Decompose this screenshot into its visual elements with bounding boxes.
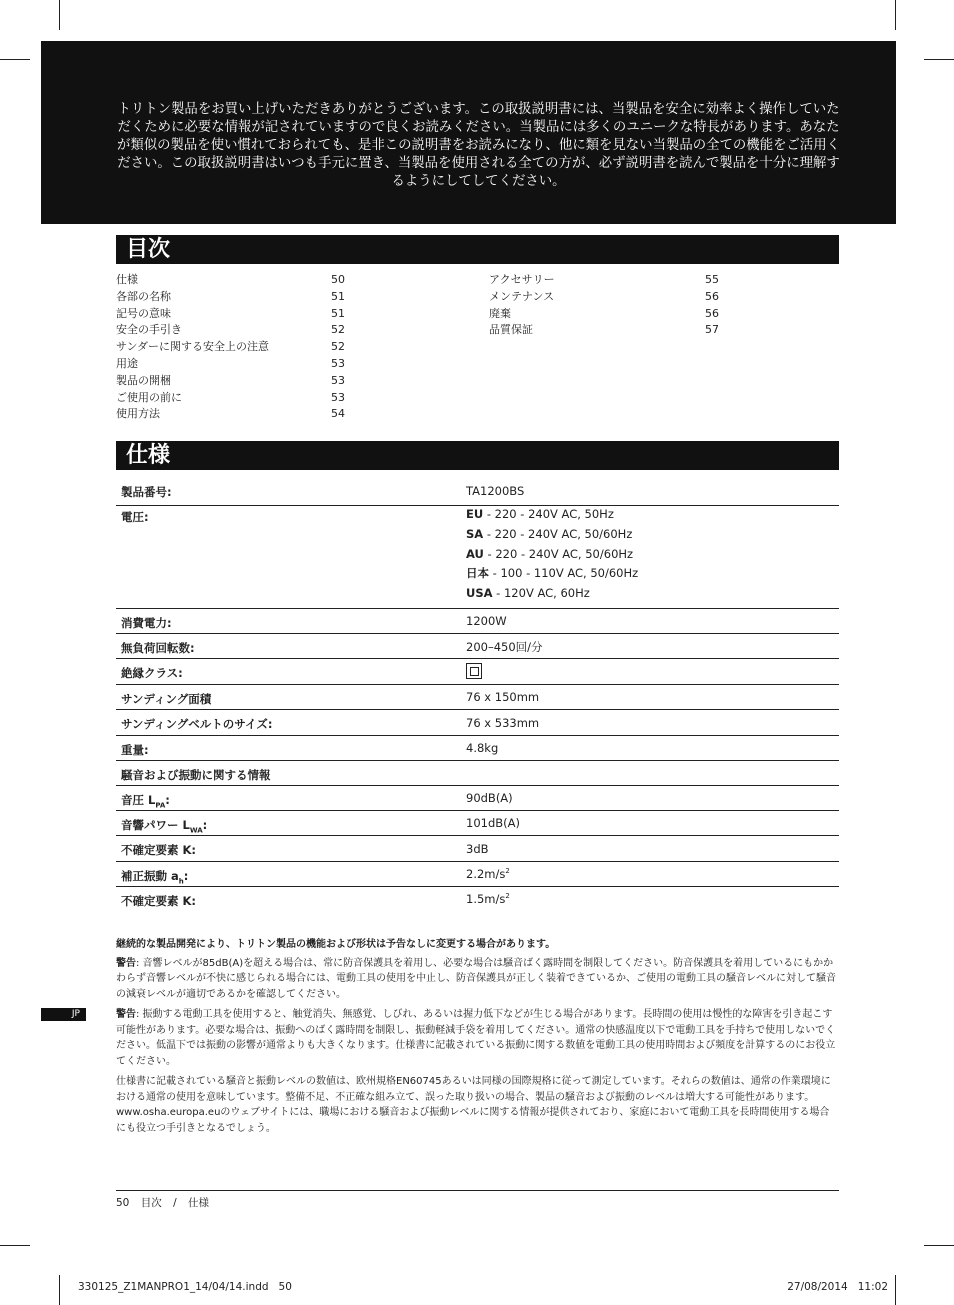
toc-entry-page: 53 <box>331 356 345 370</box>
toc-left-column <box>116 272 356 423</box>
footer-section: 目次 <box>140 1197 162 1209</box>
toc-entry <box>116 406 356 423</box>
toc-entry-title: ご使用の前に <box>116 390 182 404</box>
toc-entry-page: 57 <box>705 323 719 337</box>
spec-value: $1.5m/s^2$ <box>466 892 510 906</box>
toc-entry <box>489 306 729 323</box>
toc-entry <box>116 272 356 289</box>
page-number: 50 <box>116 1197 130 1209</box>
spec-section-label: 騒音および振動に関する情報 <box>121 768 271 782</box>
intro-text: トリトン製品をお買い上げいただきありがとうございます。この取扱説明書には、当製品を安全に効率よく操作していただくために必要な情報が記されていますので良くお読みください。当製品には多くのユニークな特長があります。あなたが類似の製品を使い慣れておられても、是非この説明書をお読みになり、他に類を見ない当製品の全ての機能をご活用ください。この取扱説明書はいつも手元に置き、当製品を使用される全ての方が、必ず説明書を読んで製品を十分に理解するようにしてしてください。 <box>116 102 841 189</box>
toc-entry-title: サンダーに関する安全上の注意 <box>116 340 270 354</box>
spec-label: 重量: <box>121 743 149 757</box>
spec-label: 不確定要素 K: <box>121 894 197 908</box>
toc-entry-title: 製品の開梱 <box>116 373 171 387</box>
voltage-line: USA - 120V AC, 60Hz <box>466 586 590 601</box>
spec-row-power <box>116 609 839 634</box>
toc-entry-title: 廃棄 <box>489 306 511 320</box>
spec-value: 1200W <box>466 614 507 628</box>
toc-entry-page: 50 <box>331 273 345 286</box>
toc-entry-page: 51 <box>331 306 345 320</box>
spec-value: 76 x 150mm <box>466 690 540 704</box>
spec-value: 200–450回/分 <box>466 640 543 654</box>
toc-entry-page: 56 <box>705 289 719 303</box>
crop-mark <box>895 1275 896 1305</box>
spec-value: 4.8kg <box>466 741 499 755</box>
spec-value: 101dB(A) <box>466 816 520 830</box>
spec-label: 電圧: <box>121 510 149 524</box>
toc-entry-title: 安全の手引き <box>116 323 182 337</box>
language-tab: JP <box>41 1008 86 1021</box>
crop-mark <box>59 0 60 30</box>
toc-entry <box>116 322 356 339</box>
toc-entry <box>116 373 356 390</box>
spec-table <box>116 479 839 912</box>
spec-label: 音響パワー $L_{WA}$: <box>121 818 208 835</box>
spec-label: 補正振動 $a_h$: <box>121 869 189 886</box>
spec-row-lpa <box>116 786 839 811</box>
spec-label: サンディング面積 <box>121 692 212 706</box>
spec-row-belt <box>116 710 839 736</box>
crop-mark <box>924 59 954 60</box>
toc-entry-title: 品質保証 <box>489 323 533 337</box>
spec-label: サンディングベルトのサイズ: <box>121 717 273 731</box>
spec-label: 音圧 $L_{PA}$: <box>121 793 170 810</box>
spec-value: 76 x 533mm <box>466 716 540 730</box>
print-slug-file: 330125_Z1MANPRO1_14/04/14.indd 50 <box>78 1281 292 1293</box>
toc-entry <box>116 390 356 407</box>
crop-mark <box>924 1245 954 1246</box>
spec-row-model <box>116 479 839 506</box>
voltage-list <box>466 505 638 604</box>
spec-row-speed <box>116 634 839 659</box>
spec-row-ah <box>116 862 839 887</box>
spec-heading: 仕様 <box>116 441 839 470</box>
toc-entry-title: 記号の意味 <box>116 306 171 320</box>
spec-value: 3dB <box>466 842 489 856</box>
spec-label: 絶縁クラス: <box>121 666 183 680</box>
spec-row-noise-header <box>116 761 839 786</box>
toc-entry-page: 56 <box>705 306 719 320</box>
spec-row-voltage <box>116 506 839 609</box>
spec-value: 90dB(A) <box>466 791 513 805</box>
crop-mark <box>59 1275 60 1305</box>
toc-entry-page: 53 <box>331 373 345 387</box>
toc-entry-title: 仕様 <box>116 273 138 286</box>
intro-panel <box>41 41 896 224</box>
toc-entry-page: 51 <box>331 289 345 303</box>
measurement-note: 仕様書に記載されている騒音と振動レベルの数値は、欧州規格EN60745あるいは同様の国際規格に従って測定しています。それらの数値は、通常の作業環境における通常の使用を意味しています。整備不足、不正確な組み立て、誤った取り扱いの場合、製品の騒音および振動のレベルは増大する可能性があります。www.osha.europa.euのウェブサイトには、職場における騒音および振動レベルに関する情報が提供されており、家庭において電動工具を長時間使用する場合にも役立つ手引きとなるでしょう。 <box>116 1076 831 1134</box>
spec-label: 製品番号: <box>121 485 172 499</box>
print-slug-date: 27/08/2014 11:02 <box>787 1281 888 1293</box>
toc-entry <box>489 322 729 339</box>
toc-entry-page: 52 <box>331 323 345 337</box>
toc-entry-title: メンテナンス <box>489 289 555 303</box>
toc-entry <box>116 289 356 306</box>
voltage-line: EU - 220 - 240V AC, 50Hz <box>466 507 614 521</box>
toc-entry-page: 53 <box>331 390 345 404</box>
noise-warning: 警告: 音響レベルが85dB(A)を超える場合は、常に防音保護具を着用し、必要な場合は騒音ばく露時間を制限してください。防音保護具を着用しているにもかかわらず音響レベルが不快に感じられる場合には、電動工具の使用を中止し、防音保護具が正しく装着できているか、ご使用の電動工具の騒音レベルに対して騒音の減衰レベルが適切であるかを確認してください。 <box>116 957 836 1000</box>
spec-value: $2.2m/s^2$ <box>466 867 510 881</box>
toc-entry-page: 54 <box>331 407 345 421</box>
double-insulation-icon <box>466 663 482 679</box>
spec-label: 無負荷回転数: <box>121 641 195 655</box>
voltage-line: AU - 220 - 240V AC, 50/60Hz <box>466 546 634 561</box>
voltage-line: 日本 - 100 - 110V AC, 50/60Hz <box>466 566 639 581</box>
toc-entry-page: 52 <box>331 340 345 354</box>
spec-row-k1 <box>116 836 839 862</box>
spec-label: 消費電力: <box>121 616 172 630</box>
toc-entry-title: アクセサリー <box>489 273 555 286</box>
voltage-line: SA - 220 - 240V AC, 50/60Hz <box>466 526 633 541</box>
crop-mark <box>0 1245 30 1246</box>
toc-entry <box>489 272 729 289</box>
vibration-warning: 警告: 振動する電動工具を使用すると、触覚消失、無感覚、しびれ、あるいは握力低下などが生じる場合があります。長時間の使用は慢性的な障害を引き起こす可能性があります。必要な場合は、振動へのばく露時間を制限し、振動軽減手袋を着用してください。通常の快感温度以下で電動工具を手持ちで使用しないでください。低温下では振動の影響が通常よりも大きくなります。仕様書に記載されている振動に関する数値を電動工具の使用時間および頻度を計算するのにお役立てください。 <box>116 1009 836 1067</box>
footer-section: 仕様 <box>187 1197 209 1209</box>
crop-mark <box>895 0 896 30</box>
toc-entry-title: 各部の名称 <box>116 289 171 303</box>
notes-lead: 継続的な製品開発により、トリトン製品の機能および形状は予告なしに変更する場合があります。 <box>116 939 556 950</box>
toc-entry <box>489 289 729 306</box>
spec-value: TA1200BS <box>466 484 525 498</box>
toc-entry <box>116 306 356 323</box>
toc-entry-page: 55 <box>705 273 719 286</box>
toc-heading: 目次 <box>116 235 839 264</box>
footer-separator: / <box>173 1197 177 1209</box>
toc-right-column <box>489 272 729 339</box>
notes-section <box>116 937 839 1141</box>
spec-label: 不確定要素 K: <box>121 843 197 857</box>
toc-entry <box>116 356 356 373</box>
spec-row-lwa <box>116 811 839 836</box>
crop-mark <box>0 59 30 60</box>
toc-entry-title: 使用方法 <box>116 407 160 421</box>
spec-row-k2 <box>116 887 839 912</box>
page-footer <box>116 1190 839 1210</box>
toc-entry-title: 用途 <box>116 356 138 370</box>
spec-row-insulation <box>116 659 839 685</box>
spec-row-area <box>116 685 839 710</box>
toc-entry <box>116 339 356 356</box>
spec-row-weight <box>116 736 839 761</box>
